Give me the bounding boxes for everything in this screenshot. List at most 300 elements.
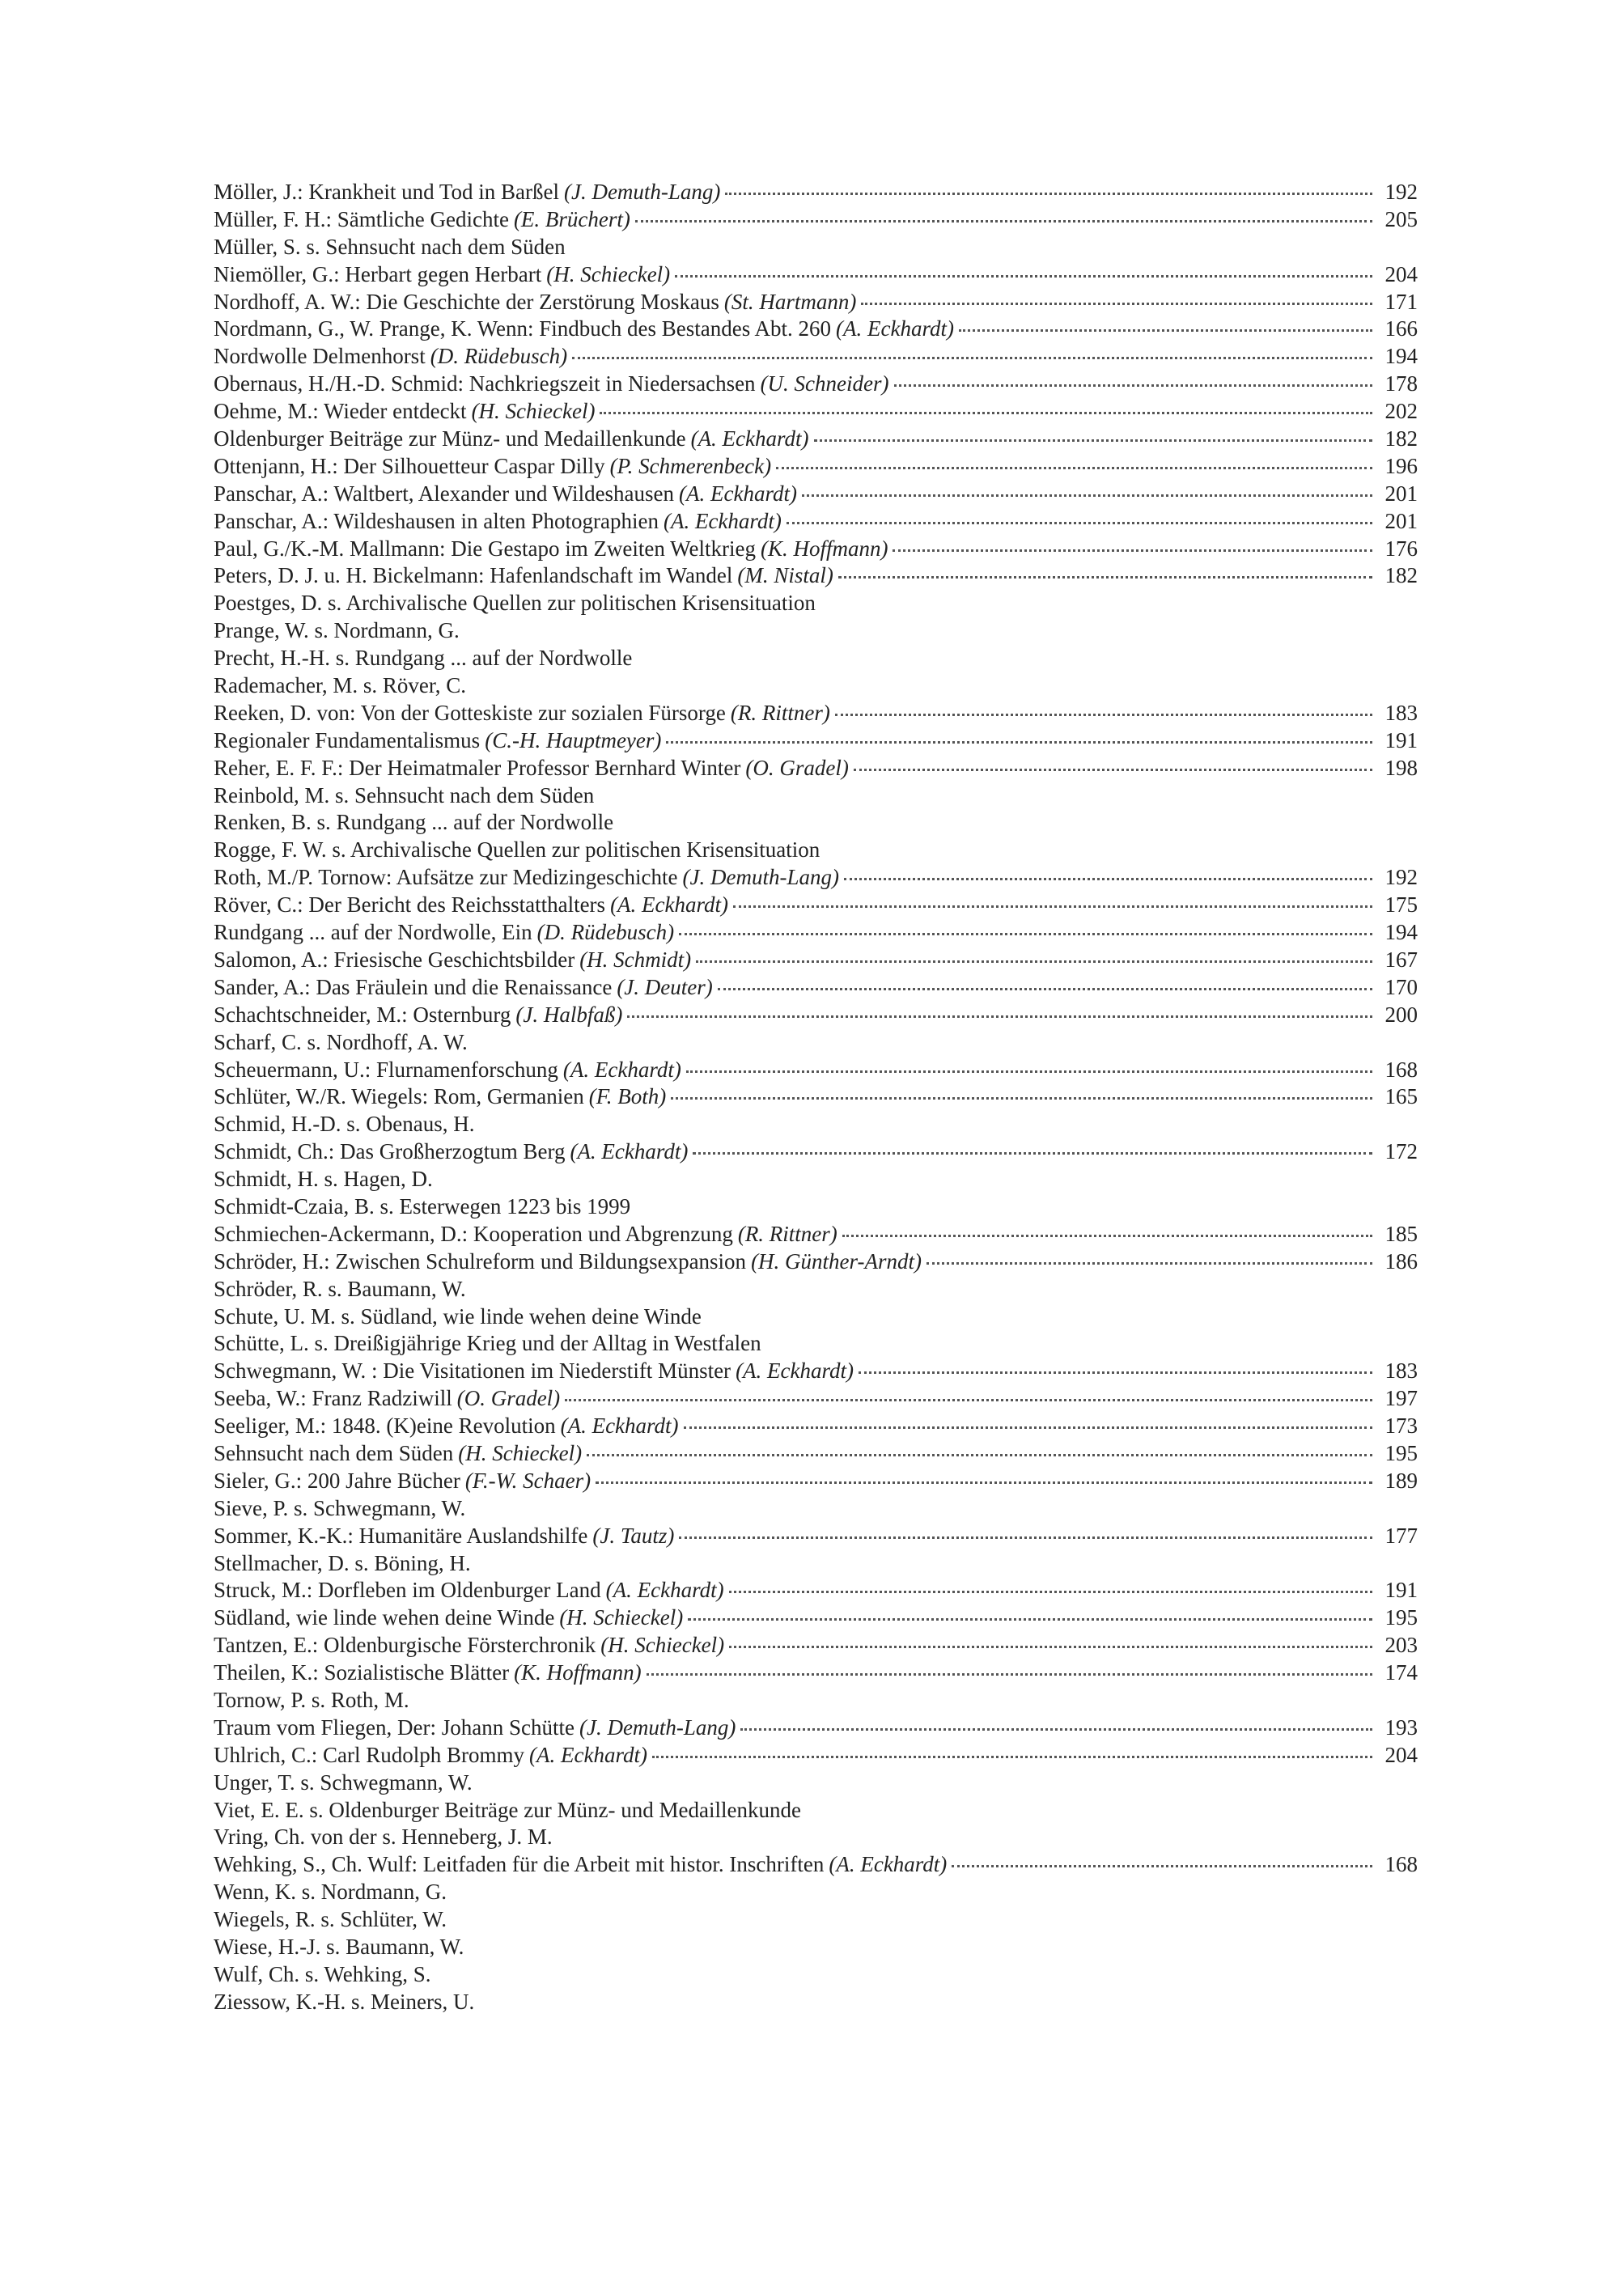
entry-title: Stellmacher, D. s. Böning, H.: [214, 1550, 471, 1575]
entry-page-number: 204: [1384, 261, 1418, 286]
entry-text-group: [214, 1523, 674, 1550]
entry-reviewer: (H. Günther-Arndt): [751, 1248, 922, 1274]
entry-reviewer: (A. Eckhardt): [610, 892, 729, 918]
dot-leader: [952, 1865, 1372, 1867]
entry-title: Precht, H.-H. s. Rundgang ... auf der Nordwolle: [214, 646, 633, 671]
entry-page-number: 195: [1384, 1440, 1418, 1465]
dot-leader: [688, 1618, 1372, 1621]
dot-leader: [844, 878, 1372, 880]
entry-title: Sander, A.: Das Fräulein und die Renaissance: [214, 974, 613, 999]
entry-page-number: 189: [1384, 1468, 1418, 1493]
dot-leader: [838, 576, 1372, 579]
entry-page-number: 191: [1384, 727, 1418, 752]
index-entry: [214, 481, 1418, 508]
dot-leader: [776, 467, 1372, 469]
index-entry: [214, 1193, 1418, 1221]
entry-reviewer: (K. Hoffmann): [760, 536, 888, 561]
entry-text-group: [214, 1797, 801, 1825]
entry-text-group: [214, 1906, 447, 1934]
entry-text-group: [214, 1303, 702, 1331]
entry-text-group: [214, 316, 954, 343]
entry-title: Röver, C.: Der Bericht des Reichsstatthalters: [214, 892, 606, 918]
entry-title: Regionaler Fundamentalismus: [214, 727, 481, 752]
entry-page-number: 205: [1384, 206, 1418, 231]
entry-text-group: [214, 1166, 433, 1193]
entry-title: Schmidt, H. s. Hagen, D.: [214, 1167, 433, 1192]
index-entry: [214, 1577, 1418, 1604]
index-entry: [214, 234, 1418, 261]
index-entry: [214, 1797, 1418, 1825]
entry-text-group: [214, 755, 849, 782]
dot-leader: [652, 1756, 1372, 1758]
index-entry: [214, 590, 1418, 617]
entry-title: Reher, E. F. F.: Der Heimatmaler Professor Bernhard Winter: [214, 755, 741, 780]
index-entry: [214, 508, 1418, 536]
dot-leader: [627, 1015, 1372, 1018]
entry-page-number: 192: [1384, 180, 1418, 204]
index-entry: [214, 1413, 1418, 1440]
entry-text-group: [214, 672, 466, 700]
entry-reviewer: (A. Eckhardt): [829, 1852, 948, 1877]
index-entry: [214, 755, 1418, 782]
index-entry: [214, 206, 1418, 234]
index-entry: [214, 837, 1418, 864]
entry-text-group: [214, 234, 566, 261]
entry-text-group: [214, 1248, 922, 1276]
index-entry: [214, 1057, 1418, 1084]
entry-title: Reinbold, M. s. Sehnsucht nach dem Süden: [214, 782, 595, 807]
index-entry: [214, 1687, 1418, 1714]
index-entry: [214, 700, 1418, 727]
entry-text-group: [214, 1193, 630, 1221]
dot-leader: [684, 1426, 1372, 1429]
entry-title: Schmid, H.-D. s. Obenaus, H.: [214, 1112, 475, 1137]
entry-text-group: [214, 398, 595, 426]
index-entry: [214, 1083, 1418, 1111]
entry-title: Poestges, D. s. Archivalische Quellen zur politischen Krisensituation: [214, 591, 816, 616]
index-entry: [214, 782, 1418, 810]
entry-reviewer: (O. Gradel): [456, 1386, 561, 1411]
dot-leader: [733, 905, 1372, 908]
entry-text-group: [214, 1879, 447, 1906]
entry-text-group: [214, 1358, 854, 1385]
entry-text-group: [214, 864, 839, 892]
entry-title: Paul, G./K.-M. Mallmann: Die Gestapo im Zweiten Weltkrieg: [214, 536, 756, 561]
entry-page-number: 204: [1384, 1742, 1418, 1767]
entry-title: Sieve, P. s. Schwegmann, W.: [214, 1495, 466, 1520]
entry-title: Panschar, A.: Wildeshausen in alten Photographien: [214, 508, 659, 533]
dot-leader: [861, 303, 1372, 305]
entry-title: Südland, wie linde wehen deine Winde: [214, 1605, 555, 1630]
entry-title: Rogge, F. W. s. Archivalische Quellen zur politischen Krisensituation: [214, 837, 820, 863]
dot-leader: [854, 769, 1372, 771]
index-list: [214, 179, 1418, 2016]
entry-page-number: 202: [1384, 399, 1418, 424]
entry-page-number: 173: [1384, 1414, 1418, 1439]
dot-leader: [679, 933, 1372, 935]
entry-reviewer: (A. Eckhardt): [736, 1358, 854, 1384]
dot-leader: [725, 193, 1372, 195]
index-entry: [214, 1851, 1418, 1879]
index-entry: [214, 1879, 1418, 1906]
entry-page-number: 203: [1384, 1633, 1418, 1658]
entry-page-number: 182: [1384, 563, 1418, 588]
entry-reviewer: (J. Demuth-Lang): [579, 1714, 736, 1740]
entry-title: Obernaus, H./H.-D. Schmid: Nachkriegszeit in Niedersachsen: [214, 371, 756, 396]
dot-leader: [859, 1371, 1372, 1374]
index-entry: [214, 343, 1418, 371]
entry-page-number: 175: [1384, 892, 1418, 918]
index-entry: [214, 453, 1418, 481]
dot-leader: [696, 960, 1372, 963]
entry-title: Schmidt-Czaia, B. s. Esterwegen 1223 bis 1999: [214, 1193, 631, 1219]
dot-leader: [718, 988, 1372, 990]
entry-page-number: 194: [1384, 344, 1418, 369]
entry-reviewer: (F. Both): [588, 1084, 667, 1109]
entry-title: Scharf, C. s. Nordhoff, A. W.: [214, 1029, 468, 1054]
entry-text-group: [214, 1687, 409, 1714]
entry-text-group: [214, 179, 720, 206]
dot-leader: [893, 549, 1372, 552]
index-entry: [214, 1248, 1418, 1276]
index-entry: [214, 289, 1418, 316]
index-entry: [214, 1495, 1418, 1523]
entry-title: Nordhoff, A. W.: Die Geschichte der Zerstörung Moskaus: [214, 289, 719, 314]
dot-leader: [835, 714, 1372, 716]
entry-title: Wiese, H.-J. s. Baumann, W.: [214, 1935, 464, 1959]
entry-reviewer: (A. Eckhardt): [690, 426, 809, 451]
dot-leader: [572, 357, 1372, 359]
entry-text-group: [214, 1002, 622, 1029]
entry-text-group: [214, 206, 630, 234]
entry-reviewer: (J. Tautz): [592, 1523, 675, 1548]
entry-text-group: [214, 1604, 683, 1632]
entry-text-group: [214, 1413, 679, 1440]
entry-page-number: 201: [1384, 508, 1418, 533]
entry-title: Schmiechen-Ackermann, D.: Kooperation und Abgrenzung: [214, 1221, 733, 1246]
entry-title: Uhlrich, C.: Carl Rudolph Brommy: [214, 1742, 524, 1767]
entry-text-group: [214, 261, 670, 289]
entry-title: Traum vom Fliegen, Der: Johann Schütte: [214, 1714, 575, 1740]
entry-text-group: [214, 1714, 736, 1742]
index-entry: [214, 672, 1418, 700]
entry-title: Wehking, S., Ch. Wulf: Leitfaden für die Arbeit mit histor. Inschriften: [214, 1852, 825, 1877]
entry-title: Sommer, K.-K.: Humanitäre Auslandshilfe: [214, 1523, 588, 1548]
entry-reviewer: (H. Schieckel): [546, 261, 671, 286]
index-entry: [214, 727, 1418, 755]
entry-reviewer: (H. Schieckel): [559, 1605, 684, 1630]
index-entry: [214, 1770, 1418, 1797]
entry-reviewer: (J. Deuter): [617, 974, 713, 999]
entry-reviewer: (A. Eckhardt): [529, 1742, 647, 1767]
entry-page-number: 170: [1384, 974, 1418, 999]
dot-leader: [693, 1152, 1372, 1155]
dot-leader: [675, 275, 1372, 278]
entry-page-number: 192: [1384, 865, 1418, 890]
dot-leader: [814, 439, 1372, 442]
entry-reviewer: (J. Demuth-Lang): [682, 865, 839, 890]
entry-text-group: [214, 508, 782, 536]
dot-leader: [635, 220, 1372, 223]
entry-reviewer: (A. Eckhardt): [679, 481, 797, 506]
index-entry: [214, 1276, 1418, 1303]
entry-text-group: [214, 1495, 465, 1523]
index-entry: [214, 1659, 1418, 1687]
entry-page-number: 197: [1384, 1386, 1418, 1411]
entry-title: Schröder, R. s. Baumann, W.: [214, 1276, 466, 1301]
entry-title: Schmidt, Ch.: Das Großherzogtum Berg: [214, 1139, 566, 1164]
index-entry: [214, 1358, 1418, 1385]
entry-title: Nordwolle Delmenhorst: [214, 344, 426, 369]
entry-reviewer: (A. Eckhardt): [570, 1139, 689, 1164]
dot-leader: [679, 1536, 1372, 1539]
entry-page-number: 191: [1384, 1578, 1418, 1603]
entry-text-group: [214, 1770, 473, 1797]
entry-text-group: [214, 1111, 474, 1138]
entry-reviewer: (D. Rüdebusch): [536, 920, 675, 945]
dot-leader: [671, 1097, 1372, 1100]
entry-text-group: [214, 617, 460, 645]
index-entry: [214, 947, 1418, 974]
entry-text-group: [214, 1057, 681, 1084]
entry-reviewer: (H. Schieckel): [471, 399, 596, 424]
entry-page-number: 177: [1384, 1523, 1418, 1548]
entry-title: Theilen, K.: Sozialistische Blätter: [214, 1660, 510, 1685]
entry-title: Reeken, D. von: Von der Gotteskiste zur sozialen Fürsorge: [214, 700, 726, 725]
entry-text-group: [214, 1824, 553, 1851]
entry-page-number: 182: [1384, 426, 1418, 451]
entry-title: Möller, J.: Krankheit und Tod in Barßel: [214, 180, 559, 204]
index-entry: [214, 1166, 1418, 1193]
index-entry: [214, 1221, 1418, 1248]
entry-page-number: 168: [1384, 1852, 1418, 1877]
index-entry: [214, 261, 1418, 289]
entry-reviewer: (K. Hoffmann): [514, 1660, 642, 1685]
index-entry: [214, 316, 1418, 343]
index-entry: [214, 1303, 1418, 1331]
index-entry: [214, 1989, 1418, 2016]
entry-text-group: [214, 426, 809, 453]
entry-reviewer: (F.-W. Schaer): [464, 1468, 592, 1493]
entry-text-group: [214, 1961, 431, 1989]
entry-text-group: [214, 371, 889, 398]
dot-leader: [565, 1399, 1372, 1401]
entry-title: Panschar, A.: Waltbert, Alexander und Wildeshausen: [214, 481, 675, 506]
entry-text-group: [214, 837, 820, 864]
entry-reviewer: (D. Rüdebusch): [430, 344, 568, 369]
entry-reviewer: (A. Eckhardt): [663, 508, 782, 533]
entry-title: Rademacher, M. s. Röver, C.: [214, 673, 467, 698]
entry-title: Müller, S. s. Sehnsucht nach dem Süden: [214, 234, 566, 259]
entry-reviewer: (E. Brüchert): [513, 206, 630, 231]
entry-title: Ziessow, K.-H. s. Meiners, U.: [214, 1989, 475, 2014]
entry-page-number: 167: [1384, 947, 1418, 972]
entry-title: Tornow, P. s. Roth, M.: [214, 1687, 409, 1712]
index-entry: [214, 1523, 1418, 1550]
index-entry: [214, 426, 1418, 453]
entry-page-number: 196: [1384, 453, 1418, 478]
entry-reviewer: (P. Schmerenbeck): [609, 453, 772, 478]
entry-title: Peters, D. J. u. H. Bickelmann: Hafenlandschaft im Wandel: [214, 563, 733, 588]
index-entry: [214, 1002, 1418, 1029]
index-entry: [214, 1632, 1418, 1659]
entry-title: Vring, Ch. von der s. Henneberg, J. M.: [214, 1825, 553, 1850]
index-entry: [214, 645, 1418, 672]
entry-reviewer: (A. Eckhardt): [560, 1414, 679, 1439]
entry-text-group: [214, 892, 728, 919]
dot-leader: [666, 741, 1372, 744]
entry-title: Unger, T. s. Schwegmann, W.: [214, 1770, 473, 1795]
entry-reviewer: (H. Schmidt): [579, 947, 692, 972]
entry-text-group: [214, 645, 632, 672]
entry-reviewer: (C.-H. Hauptmeyer): [485, 727, 662, 752]
entry-text-group: [214, 727, 661, 755]
entry-reviewer: (A. Eckhardt): [836, 316, 954, 341]
entry-title: Struck, M.: Dorfleben im Oldenburger Land: [214, 1578, 601, 1603]
entry-page-number: 172: [1384, 1139, 1418, 1164]
entry-reviewer: (J. Demuth-Lang): [563, 180, 721, 204]
entry-text-group: [214, 1577, 724, 1604]
entry-title: Schröder, H.: Zwischen Schulreform und Bildungsexpansion: [214, 1248, 747, 1274]
entry-reviewer: (U. Schneider): [760, 371, 889, 396]
entry-text-group: [214, 1330, 761, 1358]
entry-text-group: [214, 343, 567, 371]
entry-title: Oldenburger Beiträge zur Münz- und Medaillenkunde: [214, 426, 686, 451]
dot-leader: [894, 384, 1372, 387]
entry-reviewer: (A. Eckhardt): [562, 1057, 681, 1082]
index-entry: [214, 1440, 1418, 1468]
entry-title: Seeliger, M.: 1848. (K)eine Revolution: [214, 1414, 556, 1439]
index-entry: [214, 1138, 1418, 1166]
entry-page-number: 174: [1384, 1660, 1418, 1685]
entry-text-group: [214, 947, 691, 974]
entry-title: Schütte, L. s. Dreißigjährige Krieg und der Alltag in Westfalen: [214, 1331, 761, 1356]
entry-text-group: [214, 1742, 647, 1770]
entry-title: Wenn, K. s. Nordmann, G.: [214, 1880, 447, 1905]
entry-page-number: 186: [1384, 1248, 1418, 1274]
entry-text-group: [214, 1385, 560, 1413]
index-entry: [214, 974, 1418, 1002]
entry-page-number: 183: [1384, 700, 1418, 725]
index-entry: [214, 536, 1418, 563]
index-entry: [214, 1468, 1418, 1495]
entry-page-number: 198: [1384, 755, 1418, 780]
entry-text-group: [214, 1221, 837, 1248]
entry-title: Ottenjann, H.: Der Silhouetteur Caspar Dilly: [214, 453, 605, 478]
index-entry: [214, 617, 1418, 645]
index-entry: [214, 919, 1418, 947]
index-entry: [214, 1824, 1418, 1851]
entry-text-group: [214, 919, 674, 947]
entry-title: Schute, U. M. s. Südland, wie linde wehen deine Winde: [214, 1303, 702, 1329]
index-entry: [214, 179, 1418, 206]
dot-leader: [596, 1481, 1372, 1484]
entry-title: Schlüter, W./R. Wiegels: Rom, Germanien: [214, 1084, 584, 1109]
dot-leader: [729, 1591, 1372, 1593]
entry-title: Wiegels, R. s. Schlüter, W.: [214, 1907, 447, 1932]
entry-reviewer: (H. Schieckel): [600, 1633, 725, 1658]
index-entry: [214, 1385, 1418, 1413]
entry-page-number: 168: [1384, 1057, 1418, 1082]
entry-title: Prange, W. s. Nordmann, G.: [214, 618, 460, 643]
entry-title: Roth, M./P. Tornow: Aufsätze zur Medizingeschichte: [214, 865, 678, 890]
index-entry: [214, 562, 1418, 590]
index-entry: [214, 1742, 1418, 1770]
index-entry: [214, 892, 1418, 919]
index-entry: [214, 371, 1418, 398]
index-entry: [214, 1934, 1418, 1961]
entry-text-group: [214, 289, 856, 316]
entry-reviewer: (O. Gradel): [745, 755, 849, 780]
entry-reviewer: (R. Rittner): [737, 1221, 837, 1246]
entry-title: Sieler, G.: 200 Jahre Bücher: [214, 1468, 460, 1493]
index-entry: [214, 1604, 1418, 1632]
entry-page-number: 194: [1384, 920, 1418, 945]
entry-title: Seeba, W.: Franz Radziwill: [214, 1386, 452, 1411]
entry-page-number: 201: [1384, 481, 1418, 506]
entry-title: Tantzen, E.: Oldenburgische Försterchronik: [214, 1633, 596, 1658]
entry-page-number: 200: [1384, 1002, 1418, 1027]
index-entry: [214, 1961, 1418, 1989]
entry-text-group: [214, 809, 613, 837]
entry-text-group: [214, 536, 888, 563]
index-entry: [214, 1029, 1418, 1057]
entry-page-number: 195: [1384, 1605, 1418, 1630]
entry-text-group: [214, 590, 816, 617]
entry-text-group: [214, 1632, 724, 1659]
entry-title: Nordmann, G., W. Prange, K. Wenn: Findbuch des Bestandes Abt. 260: [214, 316, 832, 341]
entry-page-number: 193: [1384, 1714, 1418, 1740]
entry-text-group: [214, 1440, 582, 1468]
entry-title: Schwegmann, W. : Die Visitationen im Niederstift Münster: [214, 1358, 731, 1384]
entry-reviewer: (R. Rittner): [730, 700, 830, 725]
entry-text-group: [214, 1083, 666, 1111]
entry-title: Renken, B. s. Rundgang ... auf der Nordwolle: [214, 810, 614, 835]
index-entry: [214, 864, 1418, 892]
index-entry: [214, 398, 1418, 426]
entry-text-group: [214, 1550, 471, 1578]
dot-leader: [686, 1070, 1372, 1073]
dot-leader: [740, 1728, 1372, 1731]
dot-leader: [787, 522, 1372, 524]
entry-page-number: 178: [1384, 371, 1418, 396]
entry-page-number: 166: [1384, 316, 1418, 341]
entry-reviewer: (A. Eckhardt): [605, 1578, 724, 1603]
entry-text-group: [214, 481, 797, 508]
entry-text-group: [214, 1989, 474, 2016]
entry-text-group: [214, 782, 594, 810]
dot-leader: [802, 494, 1372, 497]
dot-leader: [842, 1235, 1372, 1237]
dot-leader: [647, 1673, 1372, 1676]
entry-title: Wulf, Ch. s. Wehking, S.: [214, 1961, 431, 1986]
entry-text-group: [214, 453, 771, 481]
entry-page-number: 183: [1384, 1358, 1418, 1384]
dot-leader: [926, 1262, 1372, 1265]
index-entry: [214, 1550, 1418, 1578]
entry-title: Oehme, M.: Wieder entdeckt: [214, 399, 467, 424]
index-entry: [214, 1111, 1418, 1138]
dot-leader: [959, 329, 1372, 332]
dot-leader: [600, 412, 1372, 414]
entry-text-group: [214, 974, 713, 1002]
index-entry: [214, 1714, 1418, 1742]
entry-page-number: 165: [1384, 1084, 1418, 1109]
entry-text-group: [214, 700, 830, 727]
dot-leader: [587, 1454, 1372, 1456]
entry-title: Salomon, A.: Friesische Geschichtsbilder: [214, 947, 575, 972]
entry-title: Sehnsucht nach dem Süden: [214, 1440, 454, 1465]
